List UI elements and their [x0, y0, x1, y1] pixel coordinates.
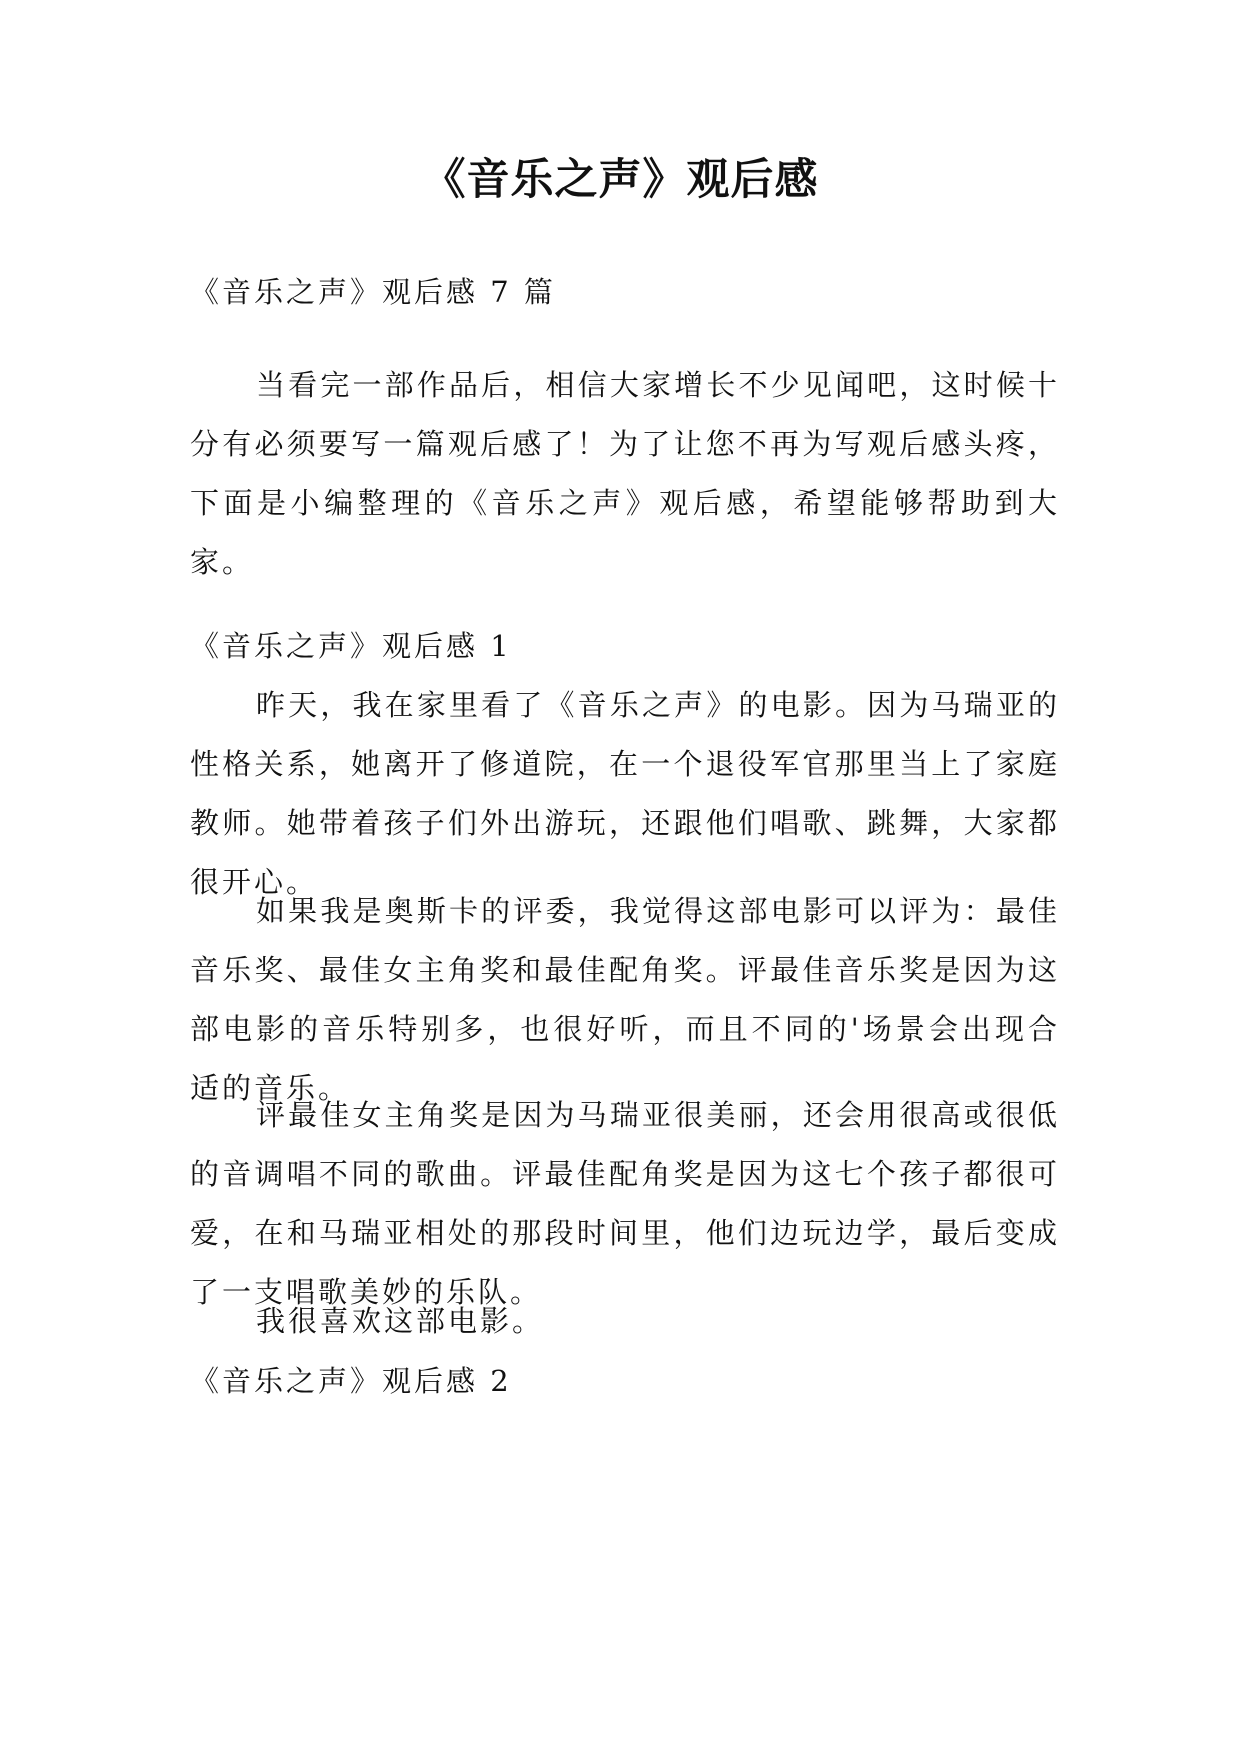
section1-paragraph-2: 如果我是奥斯卡的评委，我觉得这部电影可以评为：最佳音乐奖、最佳女主角奖和最佳配角奖。评最佳音乐奖是因为这部电影的音乐特别多，也很好听，而且不同的'场景会出现合适的音乐。 [190, 894, 1060, 1105]
section-heading-2: 《音乐之声》观后感 2 [190, 1364, 512, 1398]
section1-paragraph-3: 评最佳女主角奖是因为马瑞亚很美丽，还会用很高或很低的音调唱不同的歌曲。评最佳配角奖是因为这七个孩子都很可爱，在和马瑞亚相处的那段时间里，他们边玩边学，最后变成了一支唱歌美妙的乐队。 [190, 1098, 1060, 1309]
section1-paragraph-1: 昨天，我在家里看了《音乐之声》的电影。因为马瑞亚的性格关系，她离开了修道院，在一个退役军官那里当上了家庭教师。她带着孩子们外出游玩，还跟他们唱歌、跳舞，大家都很开心。 [190, 688, 1060, 899]
document-title: 《音乐之声》观后感 [422, 155, 819, 205]
section1-paragraph-4: 我很喜欢这部电影。 [256, 1304, 545, 1338]
section-heading-1: 《音乐之声》观后感 1 [190, 629, 512, 663]
document-subtitle: 《音乐之声》观后感 7 篇 [190, 275, 556, 309]
intro-paragraph: 当看完一部作品后，相信大家增长不少见闻吧，这时候十分有必须要写一篇观后感了！为了让您不再为写观后感头疼，下面是小编整理的《音乐之声》观后感，希望能够帮助到大家。 [190, 368, 1060, 579]
